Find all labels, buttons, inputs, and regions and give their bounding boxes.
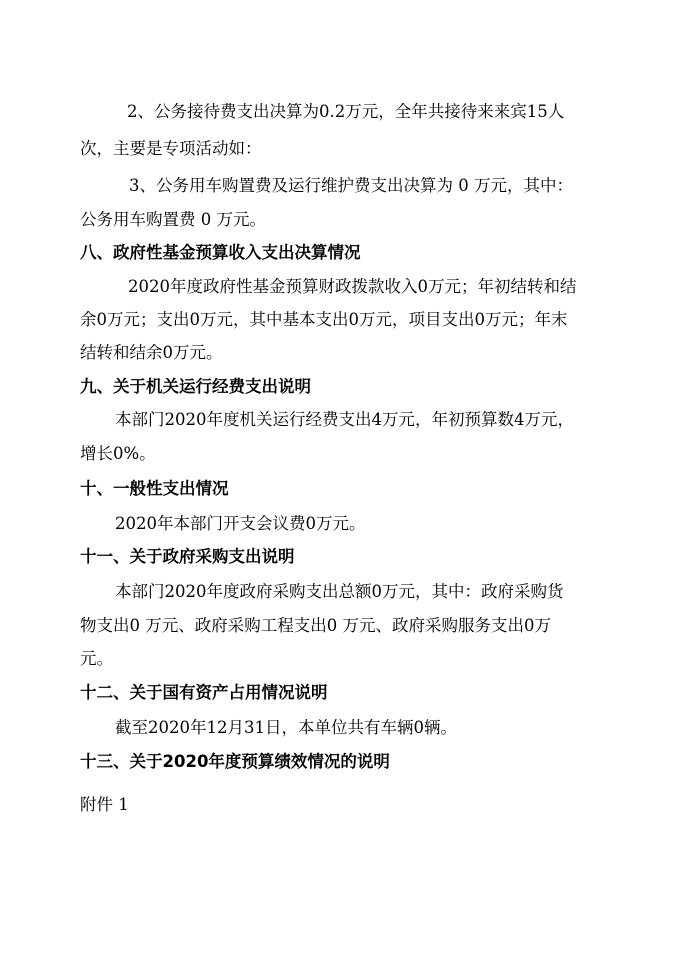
hospitality-line-1: 2、公务接待费支出决算为0.2万元，全年共接待来来宾15人 xyxy=(127,102,565,121)
section-10-line-1: 2020年本部门开支会议费0万元。 xyxy=(115,514,366,533)
section-8-line-1: 2020年度政府性基金预算财政拨款收入0万元；年初结转和结 xyxy=(128,277,577,296)
section-9-heading: 九、关于机关运行经费支出说明 xyxy=(80,377,311,396)
section-9-line-2: 增长0%。 xyxy=(80,444,156,463)
vehicle-line-2: 公务用车购置费 0 万元。 xyxy=(80,210,266,229)
section-8-line-2: 余0万元；支出0万元，其中基本支出0万元，项目支出0万元；年末 xyxy=(80,310,568,329)
section-13-heading: 十三、关于2020年度预算绩效情况的说明 xyxy=(80,752,390,771)
section-11-line-3: 元。 xyxy=(80,649,113,668)
section-9-line-1: 本部门2020年度机关运行经费支出4万元，年初预算数4万元， xyxy=(115,410,574,429)
section-8-heading: 八、政府性基金预算收入支出决算情况 xyxy=(80,243,361,262)
section-12-line-1: 截至2020年12月31日，本单位共有车辆0辆。 xyxy=(115,718,457,737)
attachment-label: 附件 1 xyxy=(80,795,129,814)
vehicle-line-1: 3、公务用车购置费及运行维护费支出决算为 0 万元，其中： xyxy=(129,176,573,195)
section-11-heading: 十一、关于政府采购支出说明 xyxy=(80,547,295,566)
section-10-heading: 十、一般性支出情况 xyxy=(80,479,229,498)
section-11-line-1: 本部门2020年度政府采购支出总额0万元，其中：政府采购货 xyxy=(115,582,564,601)
section-8-line-3: 结转和结余0万元。 xyxy=(80,343,223,362)
section-11-line-2: 物支出0 万元、政府采购工程支出0 万元、政府采购服务支出0万 xyxy=(80,616,551,635)
section-12-heading: 十二、关于国有资产占用情况说明 xyxy=(80,683,328,702)
hospitality-line-2: 次，主要是专项活动如： xyxy=(80,139,262,158)
